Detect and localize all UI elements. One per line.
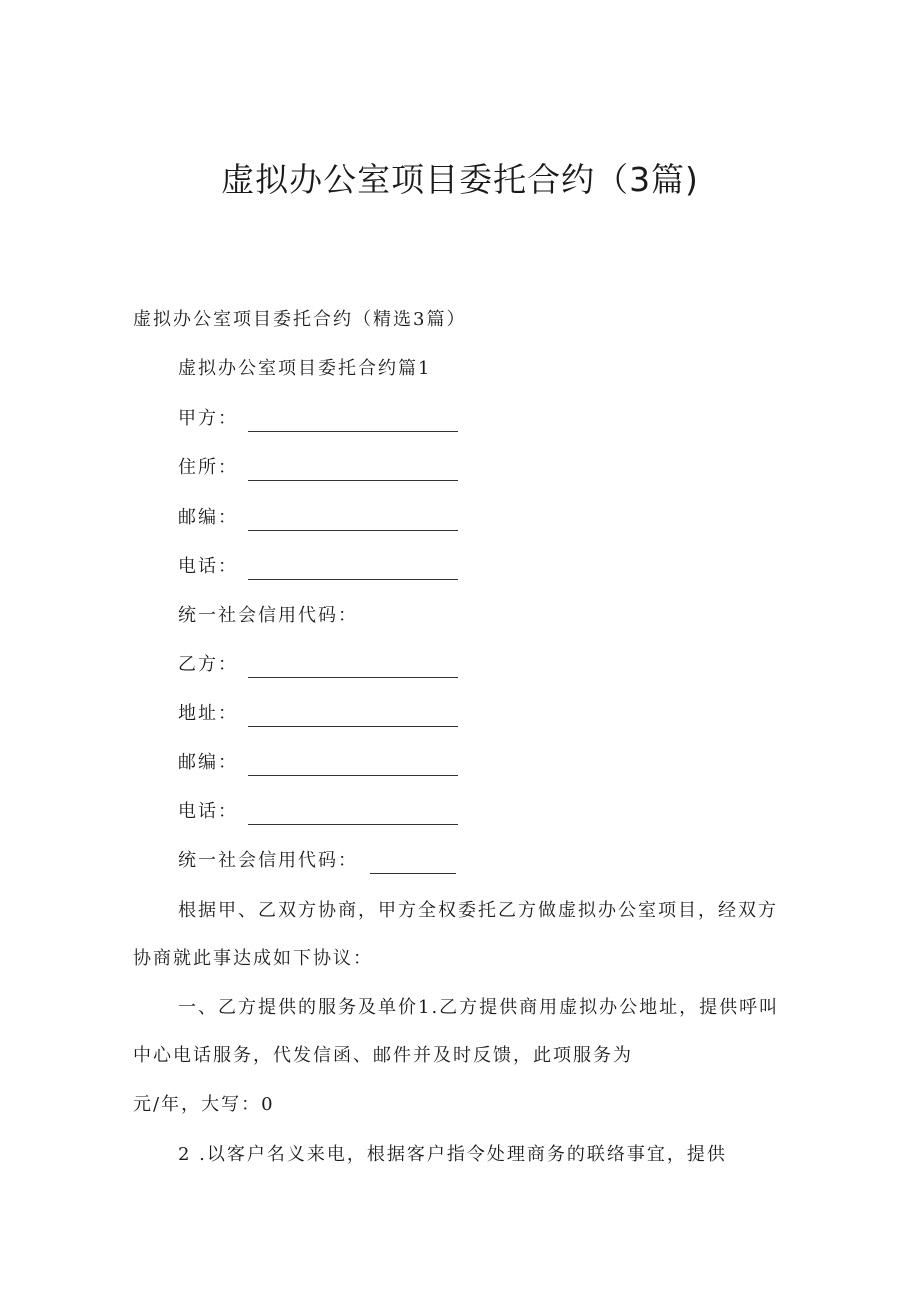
- party-b-postcode-blank[interactable]: [248, 755, 458, 776]
- party-a-name-blank[interactable]: [248, 411, 458, 432]
- party-a-postcode-label: 邮编：: [178, 507, 238, 528]
- clause-1-line-3: 元/年，大写：0: [133, 1094, 275, 1115]
- clause-2-line-1: 2 .以客户名义来电，根据客户指令处理商务的联络事宜，提供: [178, 1144, 727, 1165]
- party-b-postcode-label: 邮编：: [178, 752, 238, 773]
- party-b-name-blank[interactable]: [248, 657, 458, 678]
- document-subtitle: 虚拟办公室项目委托合约（精选3篇）: [133, 309, 467, 330]
- party-b-postcode-row: [178, 750, 458, 776]
- party-b-credit-code-row: [178, 848, 456, 874]
- party-a-name-label: 甲方：: [178, 408, 238, 429]
- party-a-credit-code-label: 统一社会信用代码：: [178, 605, 358, 626]
- intro-paragraph-line-1: 根据甲、乙双方协商，甲方全权委托乙方做虚拟办公室项目，经双方: [178, 900, 778, 921]
- party-a-postcode-blank[interactable]: [248, 510, 458, 531]
- party-a-name-row: [178, 406, 458, 432]
- party-b-phone-blank[interactable]: [248, 804, 458, 825]
- party-a-credit-code-row: [178, 603, 358, 629]
- document-title: 虚拟办公室项目委托合约（3篇): [221, 160, 699, 199]
- party-a-address-row: [178, 455, 458, 481]
- section-heading: 虚拟办公室项目委托合约篇1: [178, 358, 432, 379]
- party-b-address-blank[interactable]: [248, 706, 458, 727]
- party-a-phone-label: 电话：: [178, 556, 238, 577]
- party-a-phone-row: [178, 554, 458, 580]
- party-b-address-label: 地址：: [178, 703, 238, 724]
- party-b-name-label: 乙方：: [178, 654, 238, 675]
- party-a-address-label: 住所：: [178, 457, 238, 478]
- clause-1-line-2: 中心电话服务，代发信函、邮件并及时反馈，此项服务为: [133, 1045, 633, 1066]
- party-b-credit-code-label: 统一社会信用代码：: [178, 850, 358, 871]
- clause-1-line-1: 一、乙方提供的服务及单价1.乙方提供商用虚拟办公地址，提供呼叫: [178, 997, 780, 1018]
- party-b-name-row: [178, 652, 458, 678]
- party-a-address-blank[interactable]: [248, 460, 458, 481]
- party-a-postcode-row: [178, 505, 458, 531]
- party-b-address-row: [178, 701, 458, 727]
- party-b-phone-label: 电话：: [178, 801, 238, 822]
- party-a-phone-blank[interactable]: [248, 559, 458, 580]
- intro-paragraph-line-2: 协商就此事达成如下协议：: [133, 948, 373, 969]
- party-b-phone-row: [178, 799, 458, 825]
- party-b-credit-code-blank[interactable]: [370, 853, 456, 874]
